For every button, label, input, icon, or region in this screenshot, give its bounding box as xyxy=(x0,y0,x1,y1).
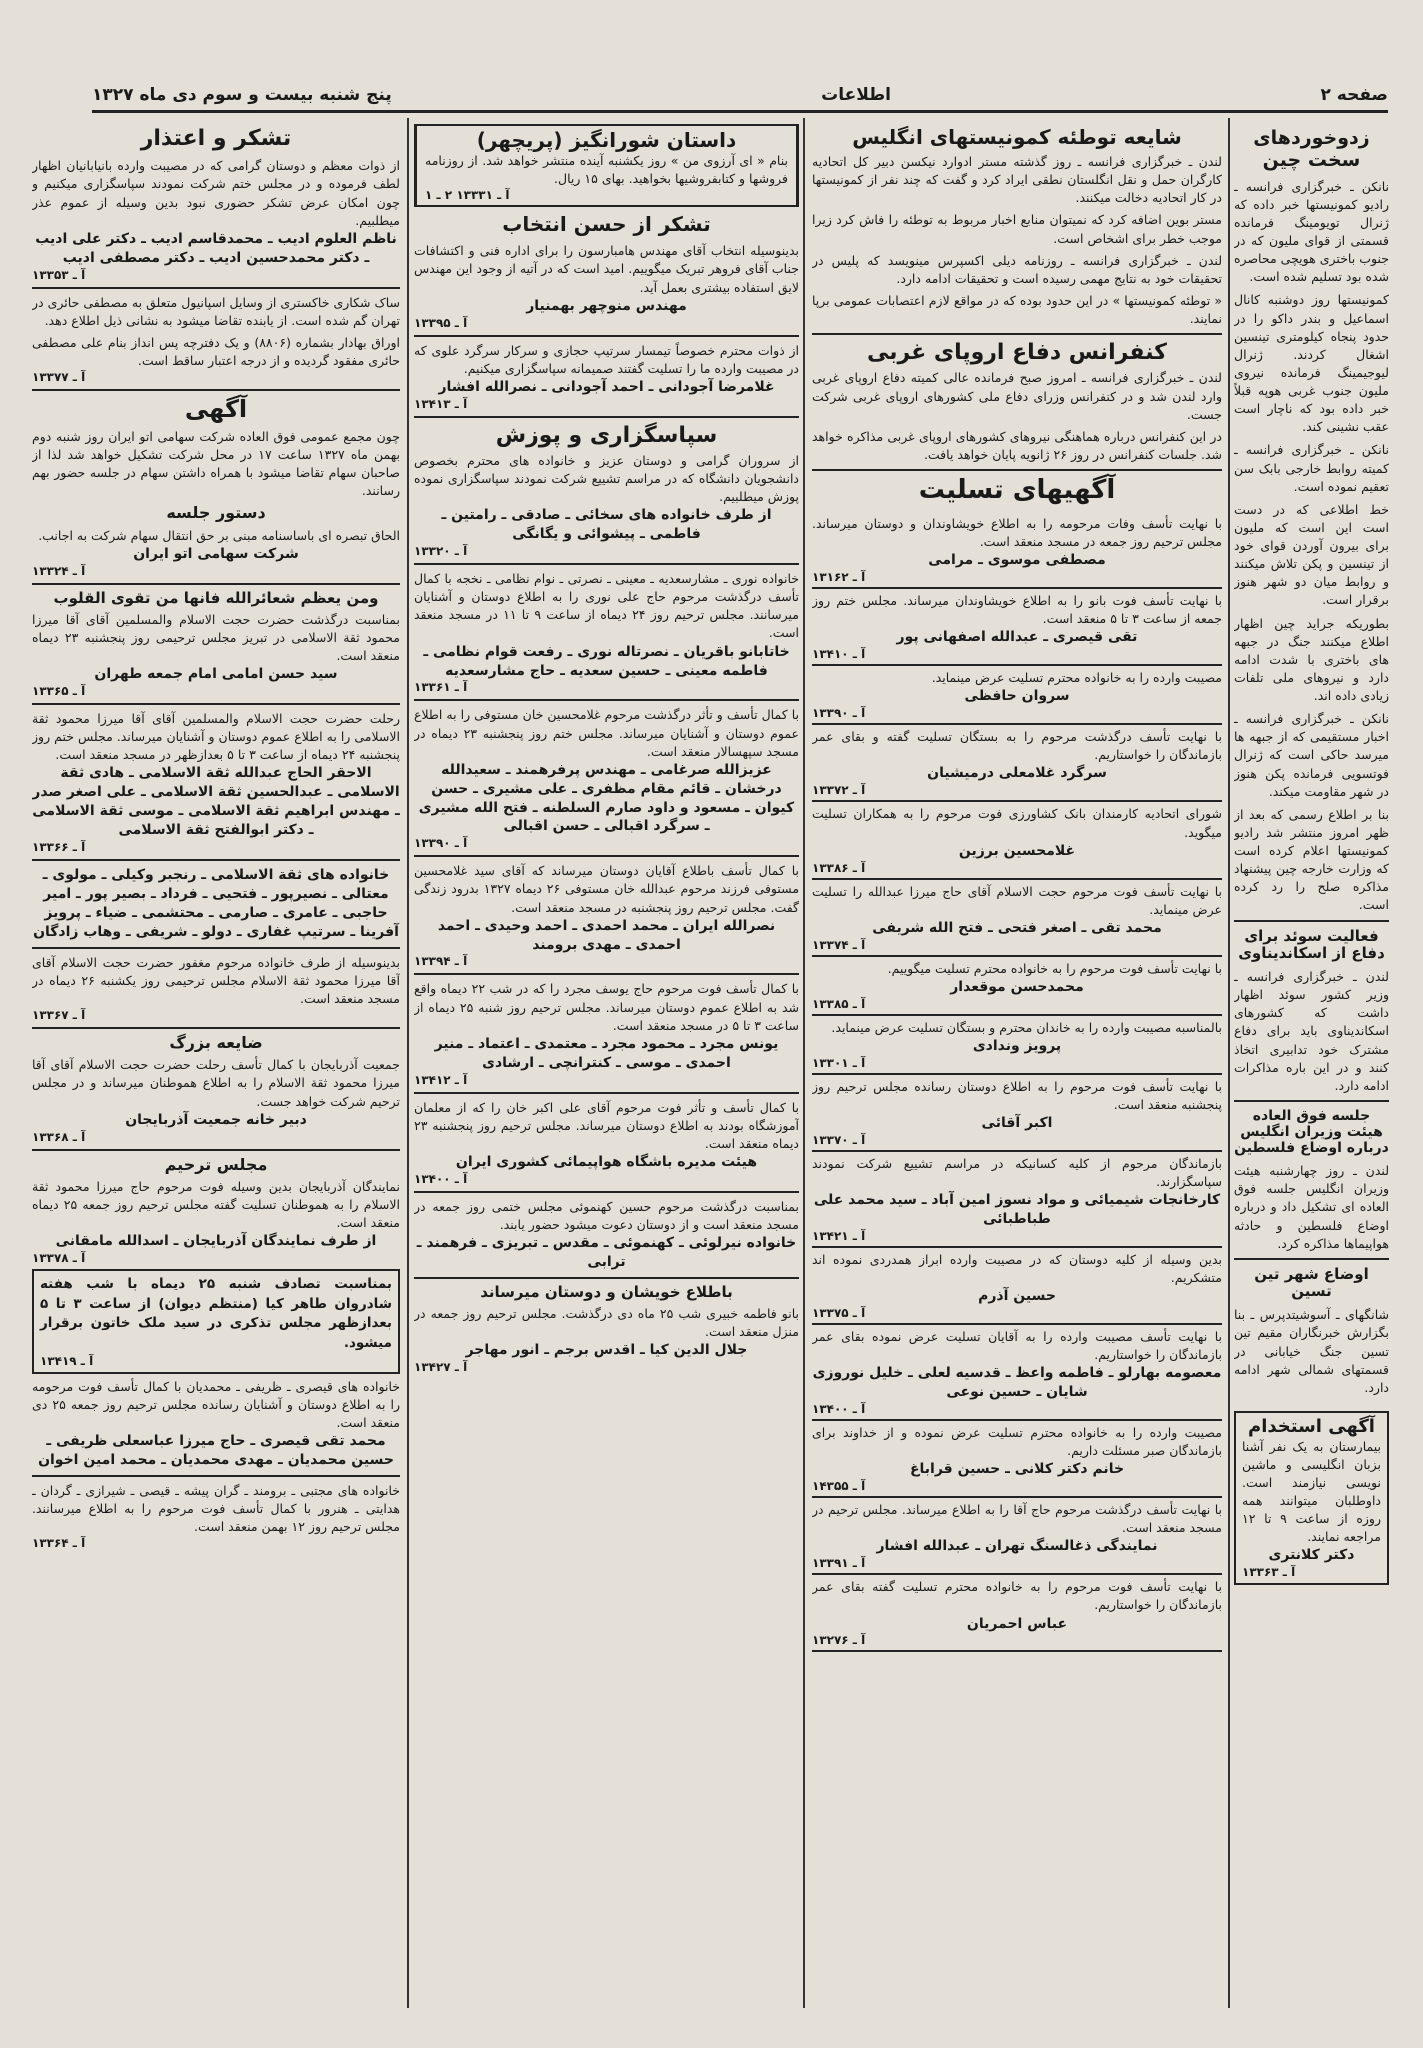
ad-title: آگهی استخدام xyxy=(1248,1415,1375,1437)
ad-reference: آ ـ ۱۳۳۹۰ xyxy=(414,836,468,851)
ad-reference: آ ـ ۱۳۳۹۵ xyxy=(414,315,468,330)
page-header xyxy=(92,80,1388,113)
notice-reference: آ ـ ۱۳۳۹۱ xyxy=(812,1556,866,1571)
article-text: بانو فاطمه خبیری شب ۲۵ ماه دی درگذشت. مجلس ترحیم روز جمعه در منزل منعقد است. xyxy=(414,1306,799,1340)
notice-reference: آ ـ ۱۳۳۷۴ xyxy=(812,937,866,952)
headline: تشکر و اعتذار xyxy=(140,126,292,151)
notice-reference: آ ـ ۱۴۳۵۵ xyxy=(812,1479,866,1494)
headline: زدوخوردهای سخت چین xyxy=(1253,127,1370,171)
article-text: لندن ـ خبرگزاری فرانسه ـ امروز صبح فرمانده عالی کمیته دفاع اروپای غربی وارد لندن شد و در کنفرانس وزرای دفاع ملی کشورهای اروپای غربی شرکت جست. xyxy=(812,370,1222,422)
article-text: بمناسبت درگذشت مرحوم حسین کهنموئی مجلس ختمی روز جمعه در مسجد منعقد است و از دوستان دعوت میشود حضور یابند. xyxy=(414,1198,799,1233)
article-text: نانکن ـ خبرگزاری فرانسه ـ اخبار مستقیمی که از جبهه ها میرسد حاکی است که ژنرال فوتسویی فرمانده پکن هنوز در شهر مقاومت میکند. xyxy=(1234,711,1389,799)
article-text: کمونیستها روز دوشنبه کانال اسماعیل و بندر داکو را در حدود پنجاه کیلومتری تینسین اشغال کردند. ژنرال لیوجیمینگ فرمانده نیروی ملیون جنوب غربی هوپه قبلاً خبر داده بود که ناچار است عقب نشینی کند. xyxy=(1234,292,1389,435)
rule xyxy=(414,699,799,701)
article-text: از سروران گرامی و دوستان عزیز و خانواده های محترم بخصوص دانشجویان دانشگاه که در مراسم تشییع شرکت نمودند سپاسگزاری نموده پوزش میطلبیم. xyxy=(414,452,799,505)
notice-reference: آ ـ ۱۳۴۲۱ xyxy=(812,1228,866,1243)
column-1 xyxy=(1234,120,1389,2010)
article-text: بمناسبت تصادف شنبه ۲۵ دیماه با شب هفته شادروان طاهر کیا (منتظم دیوان) از ساعت ۳ تا ۵ بعدازظهر مجلس تذکری در سید ملک خاتون برقرار میشود. xyxy=(40,1276,392,1351)
rule xyxy=(812,469,1222,471)
notice-text: با نهایت تأسف درگذشت مرحوم را به بستگان تسلیت گفته و بقای عمر بازماندگان را خواستاریم. xyxy=(812,729,1222,763)
story-ad-box xyxy=(414,124,799,207)
rule xyxy=(414,855,799,857)
subheading: دستور جلسه xyxy=(166,503,266,523)
signature: دبیر خانه جمعیت آذربایجان xyxy=(125,1111,307,1128)
ad-reference: آ ـ ۱۳۳۶۴ xyxy=(32,1536,86,1551)
notice-text: با نهایت تأسف فوت مرحوم را به خانواده محترم تسلیت گفته بقای عمر بازماندگان را خواستاریم. xyxy=(812,1579,1222,1613)
rule xyxy=(1234,920,1389,922)
headline: ضایعه بزرگ xyxy=(169,1032,263,1052)
column-3 xyxy=(414,120,799,2010)
article-text: چون مجمع عمومی فوق العاده شرکت سهامی اتو ایران روز شنبه دوم بهمن ماه ۱۳۲۷ ساعت ۱۷ در محل شرکت تشکیل خواهد شد لذا از صاحبان سهام تقاضا میشود با همراه داشتن سهام در جلسه حضور بهم رسانند. xyxy=(32,428,400,499)
article-text: ساک شکاری خاکستری از وسایل اسپانیول متعلق به مصطفی حائری در تهران گم شده است. از یابنده تقاضا میشود به نشانی ذیل اطلاع دهد. xyxy=(32,294,400,328)
section-heading: آگهیهای تسلیت xyxy=(918,475,1116,506)
article-text: « توطئه کمونیستها » در این حدود بوده که در مواقع لازم اعتصابات عمومی برپا نمایند. xyxy=(812,292,1222,326)
signature: خانواده های ثقة الاسلامی ـ رنجبر وکیلی ـ مولوی ـ معتالی ـ نصیرپور ـ فتحیی ـ فرداد ـ بصیر پور ـ امیر حاجبی ـ عامری ـ صارمی ـ محتشمی ـ ضیاء ـ پرویز آفرینا ـ سرتیپ غفاری ـ دولو ـ شریفی ـ وهاب زادگان xyxy=(33,867,399,940)
ad-reference: آ ـ ۱۳۴۰۰ xyxy=(414,1171,468,1186)
article-text: لندن ـ خبرگزاری فرانسه ـ وزیر کشور سوئد اظهار داشت که کشورهای اسکاندیناوی باید برای دفاع مشترک خود تدابیری اتخاذ کنند و در این باره مذاکرات ادامه دارد. xyxy=(1234,969,1389,1093)
notice-reference: آ ـ ۱۳۳۸۶ xyxy=(812,860,866,875)
notice-signature: محمدحسن موقعدار xyxy=(950,978,1084,995)
signature: شرکت سهامی اتو ایران xyxy=(133,545,299,562)
signature: از طرف نمایندگان آذربایجان ـ اسدالله مامقانی xyxy=(55,1233,377,1250)
rule xyxy=(414,1277,799,1279)
ad-reference: آ ـ ۱۳۳۲۰ xyxy=(414,544,468,559)
paper-name: اطلاعات xyxy=(821,85,891,105)
headline: فعالیت سوئد برای دفاع از اسکاندیناوی xyxy=(1238,926,1385,962)
condolence-notice xyxy=(812,1575,1222,1652)
notice-signature: خانم دکتر کلانی ـ حسین قراباغ xyxy=(909,1461,1125,1478)
headline: داستان شورانگیز (پریچهر) xyxy=(476,128,737,152)
condolence-notice xyxy=(812,512,1222,589)
notice-reference: آ ـ ۱۳۱۶۲ xyxy=(812,570,866,585)
rule xyxy=(414,416,799,418)
headline: کنفرانس دفاع اروپای غربی xyxy=(867,340,1167,366)
notice-text: بازماندگان مرحوم از کلیه کسانیکه در مراسم تشییع شرکت نمودند سپاسگزارند. xyxy=(812,1155,1222,1189)
article-text: لندن ـ خبرگزاری فرانسه ـ روزنامه دیلی اکسپرس مینویسد که پلیس در تحقیقات خود به نتایج مهمی رسیده است و تحقیقات ادامه دارد. xyxy=(812,252,1222,286)
ad-reference: آ ـ ۱۳۳۲۴ xyxy=(32,563,86,578)
article-text: بطوریکه جراید چین اظهار اطلاع میکنند جنگ در جبهه های باختری با شدت ادامه دارد و نیروهای ملی تلفات زیادی داده اند. xyxy=(1234,615,1389,704)
column-divider xyxy=(1228,118,1230,2008)
article-text: از ذوات معظم و دوستان گرامی که در مصیبت وارده بانیابانیان اظهار لطف فرموده و در مجلس ختم شرکت نمودند سپاسگزاری میکنیم و چون امکان عرض تشکر حضوری نبود بدین وسیله از عموم عذر میطلبیم. xyxy=(32,158,400,228)
notice-signature: اکبر آقائی xyxy=(981,1114,1053,1131)
ad-reference: آ ـ ۱۳۳۶۱ xyxy=(414,680,468,695)
column-4 xyxy=(32,120,400,2010)
signature: سید حسن امامی امام جمعه طهران xyxy=(94,666,338,683)
ad-reference: آ ـ ۱۳۳۳۱ ۲ ـ ۱ xyxy=(425,188,510,203)
notice-reference: آ ـ ۱۳۲۷۶ xyxy=(812,1633,866,1648)
rule xyxy=(812,333,1222,335)
notice-signature: حسین آذرم xyxy=(978,1288,1056,1305)
job-ad-box xyxy=(1234,1411,1389,1585)
article-text: نانکن ـ خبرگزاری فرانسه ـ کمیته روابط خارجی بابک سن تعقیم نموده است. xyxy=(1234,442,1389,494)
condolence-notice xyxy=(812,802,1222,879)
ad-reference: آ ـ ۱۳۳۶۳ xyxy=(1242,1565,1296,1580)
article-text: بدینوسیله از طرف خانواده مرحوم مغفور حضرت حجت الاسلام آقای آقا میرزا محمود ثقة الاسلام مجلس ترحیمی روز یکشنبه ۲۶ دیماه در مسجد منعقد است. xyxy=(32,954,400,1006)
condolence-notice xyxy=(812,1421,1222,1498)
signature: مهندس منوچهر بهمنیار xyxy=(526,297,687,314)
ad-reference: آ ـ ۱۳۳۷۷ xyxy=(32,370,86,385)
ad-reference: آ ـ ۱۳۴۲۷ xyxy=(414,1360,468,1375)
headline: سپاسگزاری و پوزش xyxy=(495,422,718,448)
article-text: در این کنفرانس درباره هماهنگی نیروهای کشورهای اروپای غربی مذاکره خواهد شد. جلسات کنفرانس در روز ۲۶ ژانویه پایان خواهد یافت. xyxy=(812,428,1222,462)
signature: عزیزالله صرغامی ـ مهندس پرفرهمند ـ سعیدالله درخشان ـ قائم مقام مظفری ـ علی مشیری ـ حسن کیوان ـ مسعود و داود صارم السلطنه ـ فتح الله مشیری ـ سرگرد اقبالی ـ حسن اقبالی xyxy=(418,761,795,835)
condolence-notice xyxy=(812,1498,1222,1575)
rule xyxy=(414,1191,799,1193)
article-text: مستر بوین اضافه کرد که نمیتوان منابع اخبار مربوط به توطئه را فاش کرد زیرا موجب خطر برای اشخاص است. xyxy=(812,212,1222,246)
notice-signature: سروان حافظی xyxy=(964,688,1070,705)
notice-signature: محمد تقی ـ اصغر فتحی ـ فتح الله شریفی xyxy=(872,919,1162,936)
condolence-notice xyxy=(812,957,1222,1016)
condolence-notice xyxy=(812,1325,1222,1421)
article-text: نانکن ـ خبرگزاری فرانسه ـ رادیو کمونیستها خبر داده که ژنرال تویومینگ فرمانده قسمتی از قوای ملیون که در جنوب باختری هویچی محاصره شده بود تسلیم شده است. xyxy=(1234,178,1389,285)
ad-reference: آ ـ ۱۳۳۶۶ xyxy=(32,840,86,855)
notice-reference: آ ـ ۱۳۴۰۰ xyxy=(812,1402,866,1417)
notice-signature: پرویز وندادی xyxy=(972,1037,1062,1054)
page-number: صفحه ۲ xyxy=(1320,85,1388,105)
signature: یونس مجرد ـ محمود مجرد ـ معتمدی ـ اعتماد ـ منیر احمدی ـ موسی ـ کنترانچی ـ ارشادی xyxy=(434,1035,779,1071)
article-text: لندن ـ روز چهارشنبه هیئت وزیران انگلیس جلسه فوق العاده ای تشکیل داد و درباره اوضاع فلسطین و حادثه هواپیماها مذاکره کرد. xyxy=(1234,1163,1389,1251)
rule xyxy=(32,1475,400,1477)
notice-text: با نهایت تأسف فوت بانو را به اطلاع خویشاوندان میرساند. مجلس ختم روز جمعه از ساعت ۳ تا ۵ منعقد است. xyxy=(812,593,1222,627)
ad-reference: آ ـ ۱۳۳۶۸ xyxy=(32,1129,86,1144)
notice-text: با نهایت تأسف فوت مرحوم را به خانواده محترم تسلیت میگوییم. xyxy=(887,960,1222,976)
headline: اوضاع شهر تین تسین xyxy=(1254,1264,1369,1301)
article-text: لندن ـ خبرگزاری فرانسه ـ روز گذشته مستر ادوارد نیکسن دبیر کل اتحادیه کارگران حمل و نقل انگلستان نطقی ایراد کرد و گفت که چند نفر از کمونیستها در کار اتحادیه دخالت میکنند. xyxy=(812,154,1222,206)
rule xyxy=(32,859,400,861)
article-text: خط اطلاعی که در دست است این است که ملیون برای بیرون آوردن قوای خود از تینسین و پکن تلاش میکنند و روابط میان دو شهر هنوز برقرار است. xyxy=(1234,501,1389,608)
article-text: بمناسبت درگذشت حضرت حجت الاسلام والمسلمین آقای آقا میرزا محمود ثقة الاسلامی در تبریز مجلس ترحیمی روز پنجشنبه ۲۳ دیماه منعقد است. xyxy=(32,611,400,664)
notice-signature: غلامحسین برزین xyxy=(958,842,1076,859)
ad-reference: آ ـ ۱۳۳۹۴ xyxy=(414,954,468,969)
signature: از طرف خانواده های سخائی ـ صادقی ـ رامتین ـ فاطمی ـ پیشوائی و یگانگی xyxy=(441,507,772,543)
ad-reference: آ ـ ۱۳۴۱۹ xyxy=(40,1353,94,1368)
notice-signature: عباس احمریان xyxy=(966,1615,1068,1632)
condolence-notice xyxy=(812,1075,1222,1152)
rule xyxy=(414,563,799,565)
condolence-notice xyxy=(812,1152,1222,1248)
signature: ناظم العلوم ادیب ـ محمدقاسم ادیب ـ دکتر علی ادیب ـ دکتر محمدحسین ادیب ـ دکتر مصطفی ادیب xyxy=(35,230,397,266)
rule xyxy=(32,947,400,949)
ad-signature: دکتر کلانتری xyxy=(1268,1547,1355,1564)
notice-text: بالمناسبه مصیبت وارده را به خاندان محترم و بستگان تسلیت عرض مینماید. xyxy=(831,1019,1222,1035)
signature: هیئت مدیره باشگاه هواپیمائی کشوری ایران xyxy=(455,1154,758,1171)
article-text: اوراق بهادار بشماره (۸۸۰۶) و یک دفترچه پس انداز بنام علی مصطفی حائری مفقود گردیده و از درجه اعتبار ساقط است. xyxy=(32,334,400,368)
notice-reference: آ ـ ۱۳۳۸۵ xyxy=(812,996,866,1011)
rule xyxy=(32,389,400,391)
rule xyxy=(32,287,400,289)
article-text: خانواده های مجتبی ـ برومند ـ گران پیشه ـ قیصی ـ شیرازی ـ گردان ـ هدایتی ـ هنرور با کمال تأسف فوت مرحوم را به اطلاع میرسانند. مجلس ترحیم روز ۱۲ بهمن منعقد است. xyxy=(32,1482,400,1534)
notice-text: بدین وسیله از کلیه دوستان که در مصیبت وارده ابراز همدردی نموده اند متشکریم. xyxy=(812,1251,1222,1285)
notice-text: مصیبت وارده را به خانواده محترم تسلیت عرض مینماید. xyxy=(931,670,1222,686)
rule xyxy=(32,583,400,585)
notice-reference: آ ـ ۱۳۳۷۵ xyxy=(812,1306,866,1320)
notice-reference: آ ـ ۱۳۳۷۲ xyxy=(812,783,866,798)
article-text: خانواده های قیصری ـ ظریفی ـ محمدیان با کمال تأسف فوت مرحومه را به اطلاع دوستان و آشنایان رسانده مجلس ترحیم روز جمعه ۲۵ دی منعقد است. xyxy=(32,1378,400,1430)
condolence-notice xyxy=(812,880,1222,957)
headline: تشکر از حسن انتخاب xyxy=(502,212,711,237)
condolence-notice xyxy=(812,725,1222,802)
ad-reference: آ ـ ۱۳۳۵۳ xyxy=(32,267,86,282)
condolence-notice xyxy=(812,1016,1222,1075)
article-text: با کمال تأسف باطلاع آقایان دوستان میرساند که آقای سید غلامحسین مستوفی فرزند مرحوم عبدالله خان مستوفی ۲۶ دیماه ۱۳۲۷ بدرود زندگی گفت. مجلس ترحیم روز پنجشنبه در مسجد منعقد است. xyxy=(414,863,799,915)
memorial-box xyxy=(32,1269,400,1373)
notice-signature: مصطفی موسوی ـ مرامی xyxy=(928,552,1106,569)
notice-text: با نهایت تأسف فوت مرحوم حجت الاسلام آقای حاج میرزا عبدالله را تسلیت عرض مینماید. xyxy=(812,883,1222,917)
rule xyxy=(32,1149,400,1151)
article-text: شانگهای ـ آسوشیتدپرس ـ بنا بگزارش خبرنگاران مقیم تین تسین جنگ خیابانی در قسمتهای شمالی شهر ادامه دارد. xyxy=(1234,1307,1389,1395)
article-text: بدینوسیله انتخاب آقای مهندس هامبارسون را برای اداره فنی و اکتشافات جناب آقای فروهر تبریک میگوییم. امید است که در آتیه از وجود این مهندس لایق استفاده بیشتری بعمل آید. xyxy=(414,243,799,295)
ad-reference: آ ـ ۱۳۳۶۷ xyxy=(32,1007,86,1022)
notice-signature: نمایندگی ذغالسنگ تهران ـ عبدالله افشار xyxy=(876,1538,1158,1555)
notice-reference: آ ـ ۱۳۳۰۱ xyxy=(812,1055,866,1070)
notice-reference: آ ـ ۱۳۳۷۰ xyxy=(812,1132,866,1147)
rule xyxy=(414,335,799,337)
notice-text: با نهایت تأسف وفات مرحومه را به اطلاع خویشاوندان و دوستان میرساند. مجلس ترحیم روز جمعه در مسجد منعقد است. xyxy=(812,515,1222,550)
rule xyxy=(32,1027,400,1029)
article-text: رحلت حضرت حجت الاسلام والمسلمین آقای آقا میرزا محمود ثقة الاسلامی را به اطلاع عموم دوستان و آشنایان میرساند. مجلس ختم روز پنجشنبه ۲۴ دیماه از ساعت ۳ تا ۵ بعدازظهر در مسجد منعقد است. xyxy=(32,711,400,763)
signature: الاحقر الحاج عبدالله ثقة الاسلامی ـ هادی ثقة الاسلامی ـ عبدالحسین ثقة الاسلامی ـ علی اصغر صدر ـ مهندس ابراهیم ثقة الاسلامی ـ موسی ثقة الاسلامی ـ دکتر ابوالفتح ثقة الاسلامی xyxy=(32,765,400,839)
column-2 xyxy=(812,120,1222,2010)
article-text: نمایندگان آذربایجان بدین وسیله فوت مرحوم حاج میرزا محمود ثقة الاسلام را به هموطنان تسلیت گفته مجلس ترحیم روز جمعه ۲۵ دیماه منعقد است. xyxy=(32,1179,400,1231)
condolence-notice xyxy=(812,666,1222,725)
article-text: جمعیت آذربایجان با کمال تأسف رحلت حضرت حجت الاسلام آقای آقا میرزا محمود ثقة الاسلام را به اطلاع هموطنان میرساند و در مجلس ترحیم شرکت خواهد جست. xyxy=(32,1057,400,1109)
headline: ومن یعظم شعائرالله فانها من تقوی القلوب xyxy=(53,588,379,607)
condolence-notice xyxy=(812,1248,1222,1325)
signature: خانواده نیرلوئی ـ کهنموئی ـ مقدس ـ تبریزی ـ فرهمند ـ ترابی xyxy=(416,1235,797,1271)
signature: محمد تقی قیصری ـ حاج میرزا عباسعلی ظریفی ـ حسین محمدیان ـ مهدی محمدیان ـ محمد امین اخوان xyxy=(38,1432,394,1468)
ad-reference: آ ـ ۱۳۳۶۵ xyxy=(32,684,86,699)
rule xyxy=(1234,1100,1389,1102)
headline: باطلاع خویشان و دوستان میرساند xyxy=(480,1282,733,1301)
headline: جلسه فوق العاده هیئت وزیران انگلیس درباره اوضاع فلسطین xyxy=(1234,1107,1389,1157)
article-text: الحاق تبصره ای باساسنامه مبنی بر حق انتقال سهام شرکت به اجانب. xyxy=(38,527,400,543)
article-text: بنام « ای آرزوی من » روز یکشنبه آینده منتشر خواهد شد. از روزنامه فروشها و کتابفروشیها بخواهید. بهای ۱۵ ریال. xyxy=(425,153,788,187)
ad-reference: آ ـ ۱۳۳۷۸ xyxy=(32,1251,86,1266)
notice-reference: آ ـ ۱۳۴۱۰ xyxy=(812,647,866,662)
notice-signature: معصومه بهارلو ـ فاطمه واعظ ـ قدسیه لعلی ـ خلیل نوروزی شایان ـ حسین نوعی xyxy=(812,1365,1222,1401)
headline: شایعه توطئه کمونیستهای انگلیس xyxy=(852,125,1182,149)
notice-text: با نهایت تأسف درگذشت مرحوم حاج آقا را به اطلاع میرساند. مجلس ترحیم در مسجد منعقد است. xyxy=(812,1502,1222,1536)
notice-reference: آ ـ ۱۳۳۹۰ xyxy=(812,706,866,721)
article-text: از ذوات محترم خصوصاً تیمسار سرتیپ حجازی و سرکار سرگرد علوی که در مصیبت وارده ما را تسلیت گفتند صمیمانه سپاسگزاری میکنیم. xyxy=(414,342,799,376)
issue-date: پنج شنبه بیست و سوم دی ماه ۱۳۲۷ xyxy=(92,85,392,105)
notice-text: با نهایت تأسف مصیبت وارده را به آقایان تسلیت عرض نموده بقای عمر بازماندگان را خواستاریم. xyxy=(812,1329,1222,1363)
ad-reference: آ ـ ۱۳۴۱۳ xyxy=(414,396,468,411)
signature: خاتابانو باقریان ـ نصرتاله نوری ـ رفعت قوام نظامی ـ فاطمه معینی ـ حسین سعدیه ـ حاج مشارسعدیه xyxy=(423,643,790,679)
notice-text: شورای اتحادیه کارمندان بانک کشاورزی فوت مرحوم را به همکاران تسلیت میگوید. xyxy=(812,806,1222,840)
rule xyxy=(414,973,799,975)
article-text: با کمال تأسف فوت مرحوم حاج یوسف مجرد را که در شب ۲۲ دیماه واقع شد به اطلاع عموم دوستان میرساند. مجلس ترحیم روز شنبه ۲۵ دیماه از ساعت ۳ تا ۵ در مسجد منعقد است. xyxy=(414,981,799,1033)
headline: آگهی xyxy=(184,395,248,424)
ad-reference: آ ـ ۱۳۴۱۲ xyxy=(414,1072,468,1087)
notice-signature: سرگرد غلامعلی درمیشیان xyxy=(927,765,1107,782)
condolence-list xyxy=(812,512,1222,1653)
signature: نصرالله ایران ـ محمد احمدی ـ احمد وحیدی ـ احمد احمدی ـ مهدی برومند xyxy=(437,917,776,953)
notice-text: با نهایت تأسف فوت مرحوم را به اطلاع دوستان رسانده مجلس ترحیم روز پنجشنبه منعقد است. xyxy=(812,1078,1222,1112)
signature: غلامرضا آجودانی ـ احمد آجودانی ـ نصرالله افشار xyxy=(438,378,775,395)
rule xyxy=(32,703,400,705)
article-text: خانواده نوری ـ مشارسعدیه ـ معینی ـ نصرتی ـ نوام نظامی ـ نخجه با کمال تأسف درگذشت مرحوم حاج علی نوری را به اطلاع دوستان و آشنایان میرسانند. مجلس ترحیم روز ۲۴ دیماه از ساعت ۹ تا ۱۱ در مسجد منعقد است. xyxy=(414,571,799,641)
rule xyxy=(1234,1258,1389,1260)
rule xyxy=(414,1092,799,1094)
notice-signature: کارخانجات شیمیائی و مواد نسوز امین آباد ـ سید محمد علی طباطبائی xyxy=(813,1192,1221,1227)
signature: جلال الدین کیا ـ اقدس برجم ـ انور مهاجر xyxy=(465,1342,748,1359)
ad-text: بیمارستان به یک نفر آشنا بزبان انگلیسی و ماشین نویسی نیازمند است. داوطلبان میتوانند همه روزه از ساعت ۹ تا ۱۲ مراجعه نمایند. xyxy=(1242,1438,1381,1545)
article-text: با کمال تأسف و تأثر درگذشت مرحوم غلامحسین خان مستوفی را به اطلاع عموم دوستان و آشنایان میرساند. مجلس ختم روز پنجشنبه ۲۳ دیماه در مسجد سپهسالار منعقد است. xyxy=(414,707,799,759)
condolence-notice xyxy=(812,589,1222,666)
notice-text: مصیبت وارده را به خانواده محترم تسلیت عرض نموده و از خداوند برای بازماندگان صبر مسئلت داریم. xyxy=(812,1425,1222,1459)
headline: مجلس ترحیم xyxy=(164,1154,268,1174)
column-divider xyxy=(803,118,805,2008)
column-divider xyxy=(407,118,409,2008)
notice-signature: تقی قیصری ـ عبدالله اصفهانی پور xyxy=(896,629,1138,646)
article-text: بنا بر اطلاع رسمی که بعد از ظهر امروز منتشر شد رادیو کمونیستها اعلام کرده است که وزارت خارجه چین پیشنهاد مذاکره صلح را رد کرده است. xyxy=(1234,806,1389,913)
article-text: با کمال تأسف و تأثر فوت مرحوم آقای علی اکبر خان را که از معلمان آموزشگاه بودند به اطلاع دوستان میرساند. مجلس ترحیم روز پنجشنبه ۲۳ دیماه منعقد است. xyxy=(414,1099,799,1151)
